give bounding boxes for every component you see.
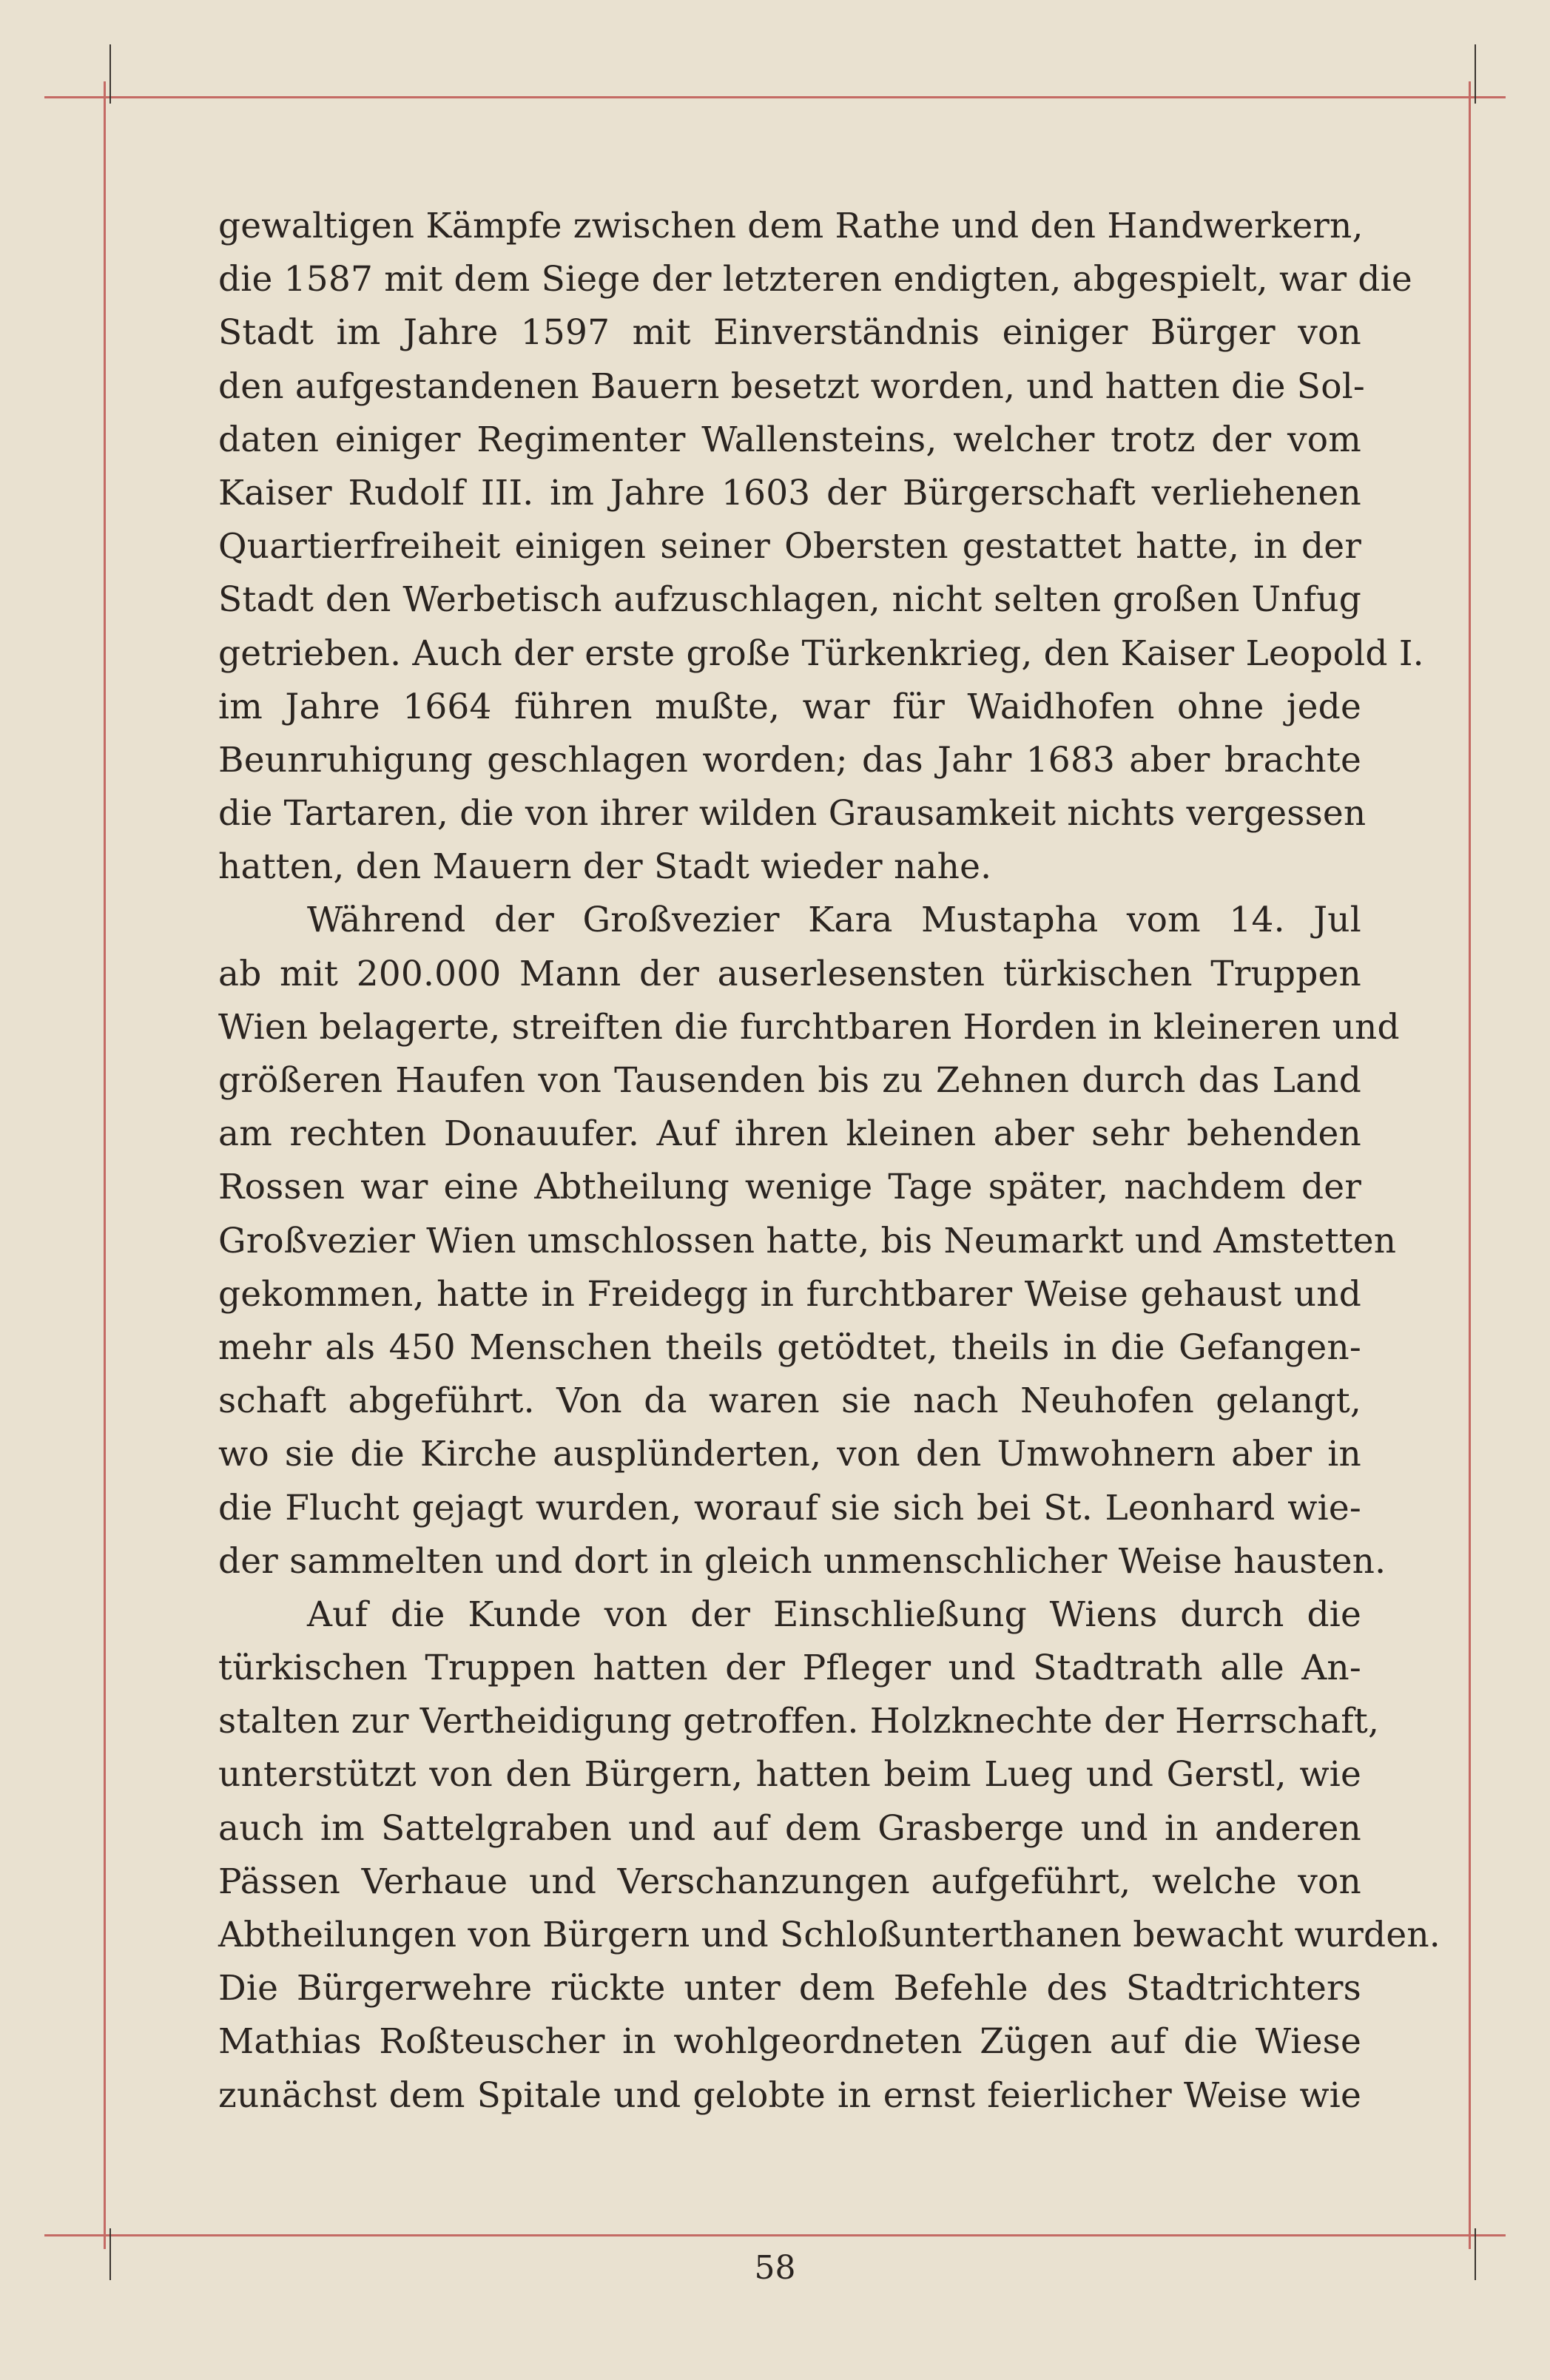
- body-text: [218, 200, 1441, 2123]
- text-line: mehr als 450 Menschen theils getödtet, theils in die Gefangen-: [218, 1326, 1361, 1368]
- text-line: Großvezier Wien umschlossen hatte, bis Neumarkt und Amstetten: [218, 1220, 1397, 1261]
- frame-left-rule: [104, 81, 106, 2249]
- text-line: Beunruhigung geschlagen worden; das Jahr 1683 aber brachte: [218, 739, 1361, 781]
- frame-top-rule: [44, 96, 1506, 98]
- text-line: zunächst dem Spitale und gelobte in ernst feierlicher Weise wie: [218, 2074, 1361, 2116]
- text-line: am rechten Donauufer. Auf ihren kleinen aber sehr behenden: [218, 1113, 1361, 1155]
- text-line: stalten zur Vertheidigung getroffen. Holzknechte der Herrschaft,: [218, 1701, 1380, 1742]
- text-line: ab mit 200.000 Mann der auserlesensten türkischen Truppen: [218, 953, 1361, 994]
- text-line: getrieben. Auch der erste große Türkenkrieg, den Kaiser Leopold I.: [218, 633, 1424, 674]
- text-line: die Flucht gejagt wurden, worauf sie sich bei St. Leonhard wie-: [218, 1487, 1361, 1528]
- text-line: wo sie die Kirche ausplünderten, von den Umwohnern aber in: [218, 1434, 1361, 1475]
- text-line: Stadt im Jahre 1597 mit Einverständnis einiger Bürger von: [218, 312, 1361, 354]
- text-line: den aufgestandenen Bauern besetzt worden, und hatten die Sol-: [218, 365, 1366, 407]
- text-line: türkischen Truppen hatten der Pfleger und Stadtrath alle An-: [218, 1648, 1361, 1689]
- text-line: gewaltigen Kämpfe zwischen dem Rathe und den Handwerkern,: [218, 206, 1364, 246]
- text-line: gekommen, hatte in Freidegg in furchtbarer Weise gehaust und: [218, 1273, 1361, 1315]
- text-line: schaft abgeführt. Von da waren sie nach Neuhofen gelangt,: [218, 1381, 1361, 1422]
- text-line: Quartierfreiheit einigen seiner Obersten gestattet hatte, in der: [218, 526, 1361, 567]
- text-line: größeren Haufen von Tausenden bis zu Zehnen durch das Land: [218, 1060, 1361, 1101]
- text-line: hatten, den Mauern der Stadt wieder nahe.: [218, 846, 992, 888]
- text-line: unterstützt von den Bürgern, hatten beim Lueg und Gerstl, wie: [218, 1754, 1361, 1796]
- text-line: Pässen Verhaue und Verschanzungen aufgeführt, welche von: [218, 1861, 1361, 1902]
- text-line: der sammelten und dort in gleich unmenschlicher Weise hausten.: [218, 1540, 1386, 1582]
- corner-tick-top-left: [109, 44, 111, 104]
- text-line: auch im Sattelgraben und auf dem Grasberge und in anderen: [218, 1807, 1361, 1849]
- frame-right-rule: [1469, 81, 1471, 2249]
- text-line: Abtheilungen von Bürgern und Schloßunterthanen bewacht wurden.: [218, 1915, 1441, 1955]
- text-line: die Tartaren, die von ihrer wilden Grausamkeit nichts vergessen: [218, 793, 1367, 835]
- text-line: Stadt den Werbetisch aufzuschlagen, nicht selten großen Unfug: [218, 579, 1361, 621]
- corner-tick-top-right: [1475, 44, 1476, 104]
- page-number: 58: [754, 2249, 796, 2287]
- text-line: die 1587 mit dem Siege der letzteren endigten, abgespielt, war die: [218, 259, 1412, 300]
- text-line: Während der Großvezier Kara Mustapha vom 14. Jul: [307, 900, 1361, 941]
- text-line: im Jahre 1664 führen mußte, war für Waidhofen ohne jede: [218, 686, 1361, 727]
- text-line: Die Bürgerwehre rückte unter dem Befehle des Stadtrichters: [218, 1968, 1361, 2009]
- text-line: daten einiger Regimenter Wallensteins, welcher trotz der vom: [218, 419, 1361, 460]
- text-line: Mathias Roßteuscher in wohlgeordneten Zügen auf die Wiese: [218, 2021, 1361, 2063]
- frame-bottom-rule: [44, 2234, 1506, 2236]
- text-line: Kaiser Rudolf III. im Jahre 1603 der Bürgerschaft verliehenen: [218, 472, 1361, 513]
- text-line: Wien belagerte, streiften die furchtbaren Horden in kleineren und: [218, 1006, 1400, 1048]
- text-line: Auf die Kunde von der Einschließung Wiens durch die: [307, 1594, 1361, 1635]
- text-line: Rossen war eine Abtheilung wenige Tage später, nachdem der: [218, 1167, 1361, 1208]
